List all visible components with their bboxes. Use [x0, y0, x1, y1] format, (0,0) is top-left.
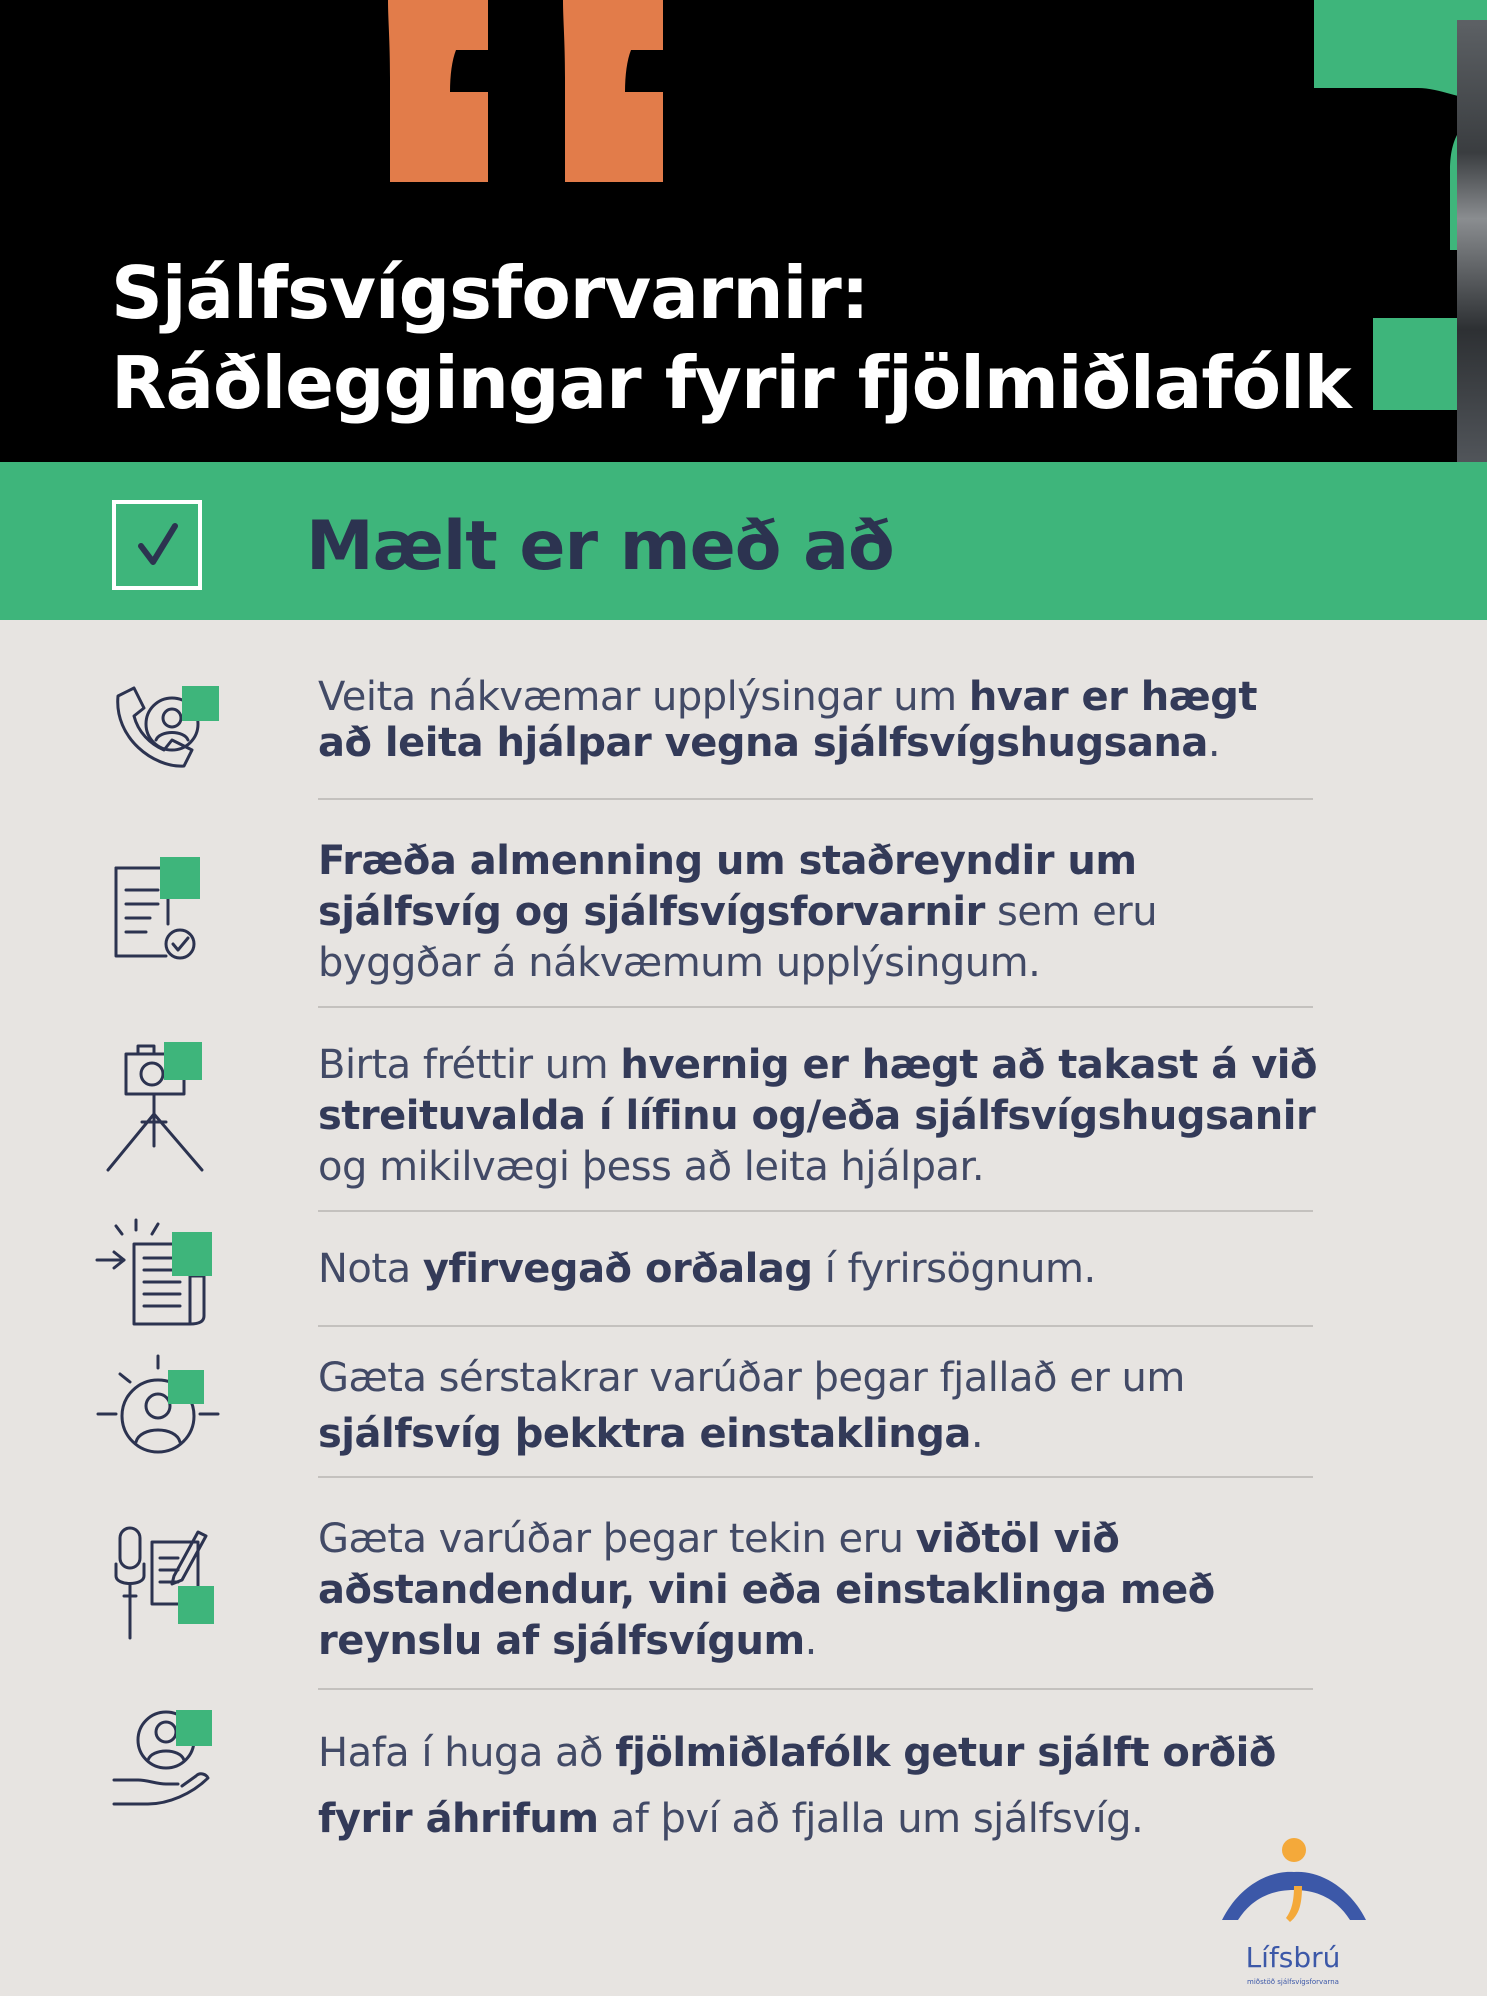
item-text-regular: Veita nákvæmar upplýsingar um [318, 674, 969, 720]
item-text-regular: og mikilvægi þess að leita hjálpar. [318, 1144, 985, 1190]
item-divider [318, 1325, 1313, 1327]
checkbox-icon [112, 500, 202, 590]
item-text-regular: . [1207, 720, 1221, 766]
item-text-1 [318, 674, 1318, 766]
item-text-regular: . [970, 1411, 984, 1457]
phone-support-icon [104, 684, 222, 788]
item-divider [318, 1210, 1313, 1212]
photo-strip [1457, 20, 1487, 462]
newspaper-icon [94, 1216, 220, 1328]
item-text-regular: Nota [318, 1246, 423, 1292]
page-title-line2: Ráðleggingar fyrir fjölmiðlafólk [111, 341, 1351, 425]
microphone-notes-icon [112, 1524, 216, 1642]
item-divider [318, 798, 1313, 800]
item-text-regular: Hafa í huga að [318, 1730, 616, 1776]
hand-care-icon [112, 1706, 216, 1810]
item-text-5 [318, 1350, 1318, 1462]
camera-tripod-icon [104, 1038, 208, 1174]
item-divider [318, 1006, 1313, 1008]
recommended-banner [0, 462, 1487, 620]
item-text-7 [318, 1720, 1318, 1852]
item-text-6 [318, 1514, 1318, 1667]
page-title [111, 248, 1351, 428]
item-divider [318, 1688, 1313, 1690]
item-text-bold: sjálfsvíg þekktra einstaklinga [318, 1411, 971, 1457]
item-text-3 [318, 1040, 1318, 1193]
document-check-icon [110, 854, 210, 964]
page-title-line1: Sjálfsvígsforvarnir: [111, 251, 869, 335]
item-text-bold: yfirvegað orðalag [422, 1246, 813, 1292]
item-text-bold: hvar er hægt að leita hjálpar vegna sjálfsvígshugsana [318, 674, 1257, 766]
banner-title: Mælt er með að [306, 507, 894, 586]
item-text-bold: hvernig er hægt að takast á við streituvalda í lífinu og/eða sjálfsvígshugsanir [318, 1042, 1317, 1139]
item-text-bold: fjölmiðlafólk getur sjálft orðið fyrir áhrifum [318, 1730, 1276, 1842]
header [0, 0, 1487, 462]
item-text-regular: af því að fjalla um sjálfsvíg. [598, 1796, 1144, 1842]
logo-subtitle: miðstöð sjálfsvígsforvarna [1247, 1978, 1339, 1986]
item-text-regular: í fyrirsögnum. [812, 1246, 1096, 1292]
item-text-2 [318, 836, 1318, 989]
item-text-regular: Birta fréttir um [318, 1042, 621, 1088]
quote-icon [388, 0, 678, 185]
item-text-regular: sem eru byggðar á nákvæmum upplýsingum. [318, 889, 1158, 986]
person-spotlight-icon [96, 1354, 220, 1460]
logo-name: Lífsbrú [1245, 1941, 1341, 1974]
item-text-4 [318, 1246, 1318, 1292]
item-text-regular: Gæta varúðar þegar tekin eru [318, 1516, 916, 1562]
item-divider [318, 1476, 1313, 1478]
item-text-bold: viðtöl við aðstandendur, vini eða einstaklinga með reynslu af sjálfsvígum [318, 1516, 1215, 1664]
item-text-bold: Fræða almenning um staðreyndir um sjálfsvíg og sjálfsvígsforvarnir [318, 838, 1137, 935]
item-text-regular: . [804, 1618, 817, 1664]
item-text-regular: Gæta sérstakrar varúðar þegar fjallað er um [318, 1355, 1185, 1401]
